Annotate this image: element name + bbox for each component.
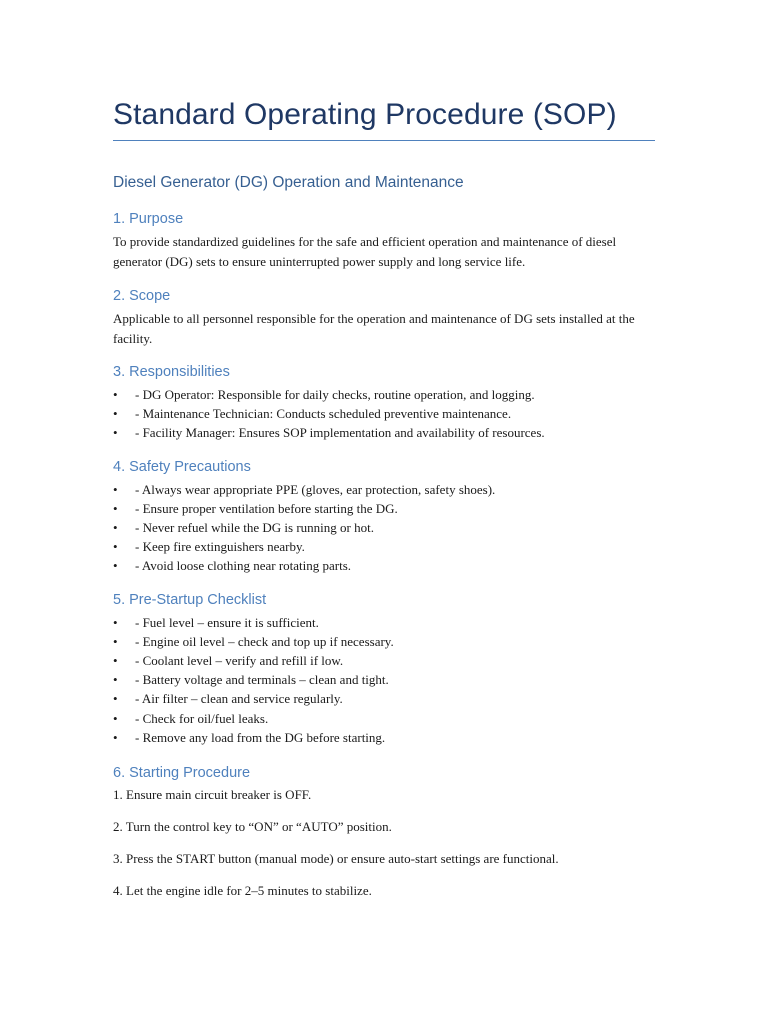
responsibilities-list [113, 385, 655, 443]
scope-text: Applicable to all personnel responsible for the operation and maintenance of DG sets installed at the facility. [113, 311, 635, 346]
procedure-step: 2. Turn the control key to “ON” or “AUTO” position. [113, 819, 392, 835]
bullet-icon: • [113, 672, 118, 688]
section-heading-purpose: 1. Purpose [113, 211, 184, 227]
list-item: • - Air filter – clean and service regularly. [113, 689, 655, 708]
list-item: • - Ensure proper ventilation before starting the DG. [113, 499, 655, 518]
list-item: • - Maintenance Technician: Conducts scheduled preventive maintenance. [113, 404, 655, 423]
prestartup-list [113, 613, 655, 747]
list-item: • - DG Operator: Responsible for daily checks, routine operation, and logging. [113, 385, 655, 404]
bullet-icon: • [113, 653, 118, 669]
list-item: • - Always wear appropriate PPE (gloves, ear protection, safety shoes). [113, 480, 655, 499]
procedure-step: 3. Press the START button (manual mode) or ensure auto-start settings are functional. [113, 851, 559, 867]
list-item: • - Engine oil level – check and top up if necessary. [113, 632, 655, 651]
bullet-icon: • [113, 387, 118, 402]
section-heading-starting: 6. Starting Procedure [113, 765, 251, 782]
procedure-step: 4. Let the engine idle for 2–5 minutes to stabilize. [113, 883, 372, 899]
bullet-icon: • [113, 406, 118, 422]
bullet-icon: • [113, 710, 118, 726]
list-item: • - Battery voltage and terminals – clean and tight. [113, 670, 655, 689]
list-item: • - Coolant level – verify and refill if low. [113, 651, 655, 670]
section-heading-safety: 4. Safety Precautions [113, 458, 251, 475]
list-item: • - Remove any load from the DG before starting. [113, 728, 655, 747]
list-item: • - Avoid loose clothing near rotating parts. [113, 556, 655, 575]
purpose-text: To provide standardized guidelines for the safe and efficient operation and maintenance of diesel generator (DG) sets to ensure uninterrupted power supply and long service life. [113, 234, 617, 269]
list-item: • - Keep fire extinguishers nearby. [113, 537, 655, 556]
document-subtitle: Diesel Generator (DG) Operation and Maintenance [113, 174, 464, 191]
list-item: • - Facility Manager: Ensures SOP implementation and availability of resources. [113, 423, 655, 442]
bullet-icon: • [113, 558, 118, 574]
page-title: Standard Operating Procedure (SOP) [113, 96, 655, 141]
bullet-icon: • [113, 425, 118, 441]
bullet-icon: • [113, 633, 118, 649]
bullet-icon: • [113, 614, 118, 630]
bullet-icon: • [113, 520, 118, 536]
bullet-icon: • [113, 691, 118, 707]
document-page [113, 96, 655, 900]
list-item: • - Never refuel while the DG is running or hot. [113, 518, 655, 537]
list-item: • - Fuel level – ensure it is sufficient. [113, 613, 655, 632]
bullet-icon: • [113, 729, 118, 745]
section-heading-responsibilities: 3. Responsibilities [113, 364, 230, 380]
safety-list [113, 480, 655, 576]
list-item: • - Check for oil/fuel leaks. [113, 709, 655, 728]
section-heading-scope: 2. Scope [113, 288, 171, 304]
bullet-icon: • [113, 539, 118, 555]
bullet-icon: • [113, 481, 118, 497]
section-heading-prestartup: 5. Pre-Startup Checklist [113, 591, 267, 608]
bullet-icon: • [113, 500, 118, 516]
procedure-step: 1. Ensure main circuit breaker is OFF. [113, 787, 312, 803]
